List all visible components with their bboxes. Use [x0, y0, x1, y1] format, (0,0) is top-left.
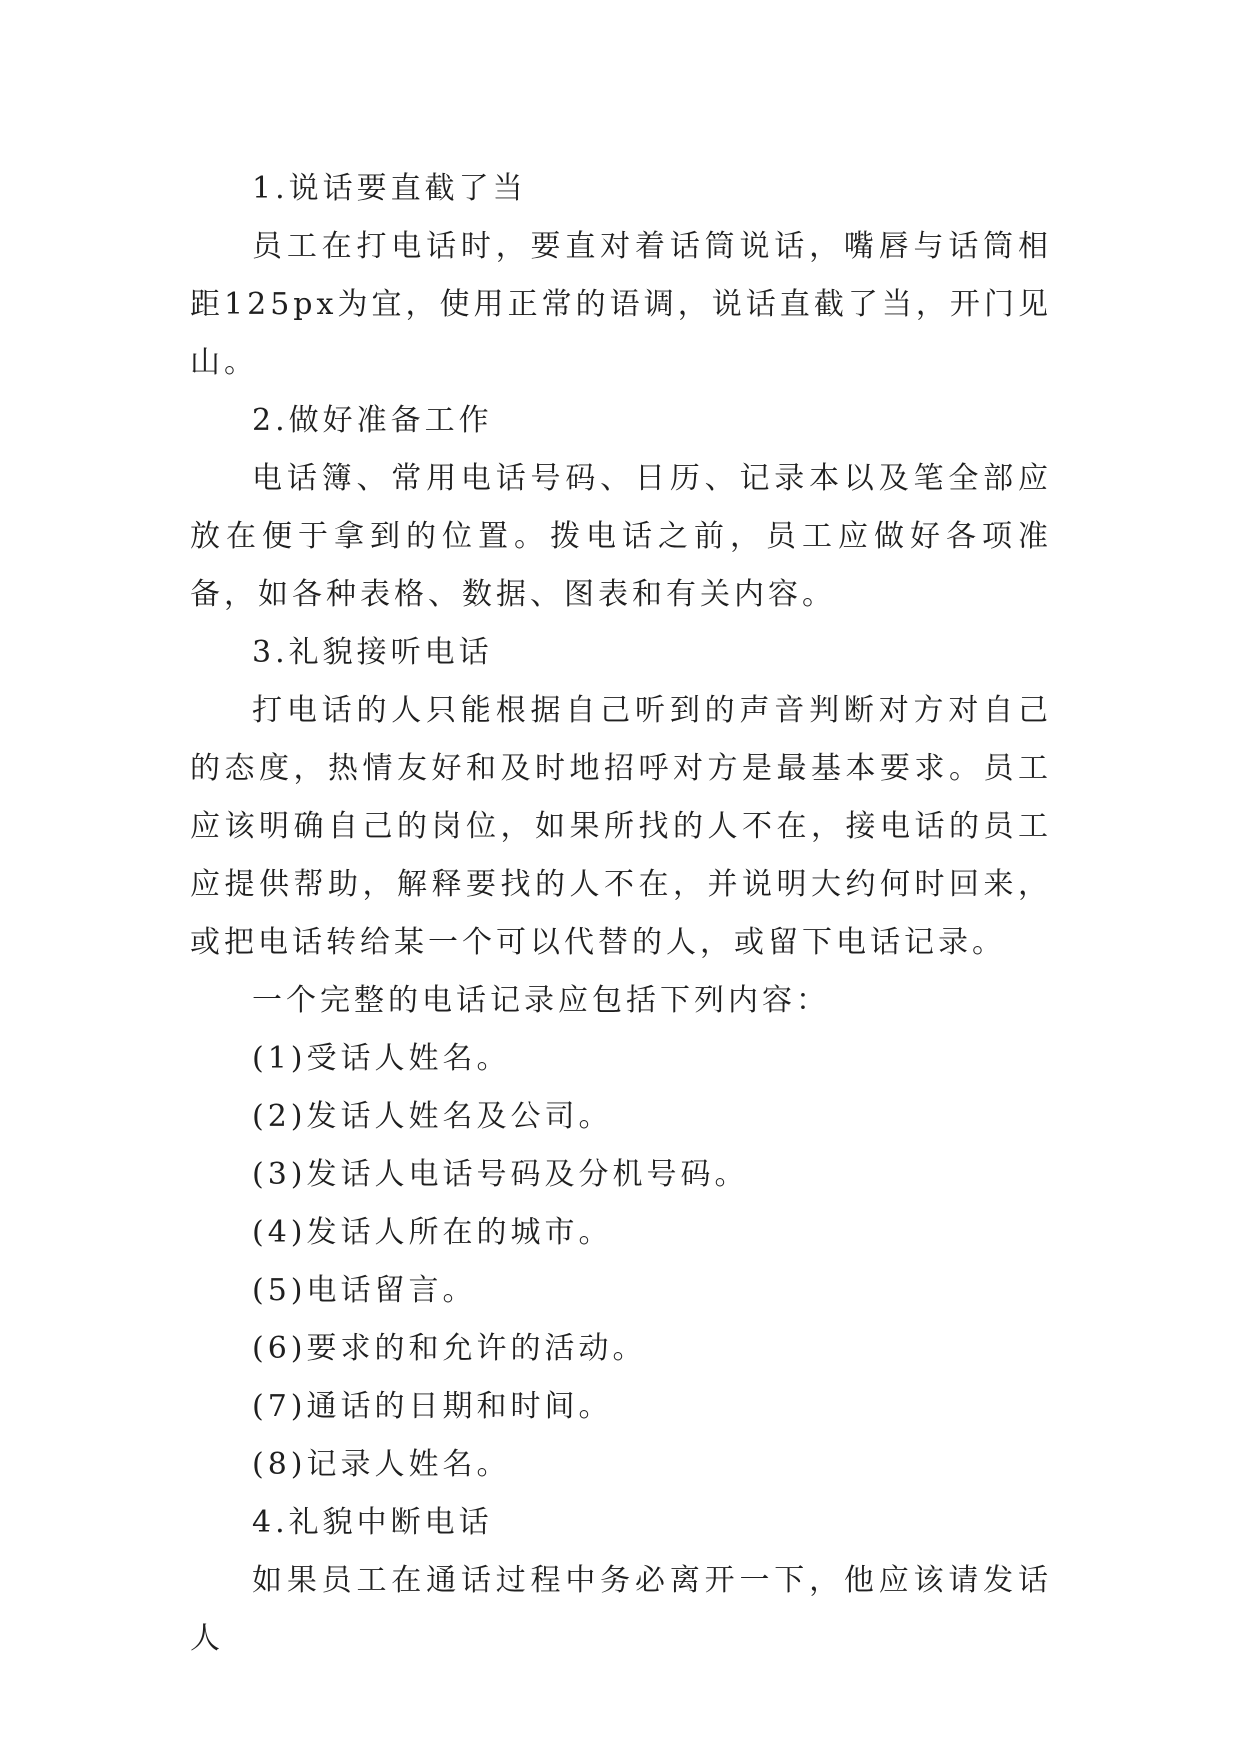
list-item: (7)通话的日期和时间。 [252, 1389, 613, 1424]
paragraph-speak-directly: 员工在打电话时，要直对着话筒说话，嘴唇与话筒相距125px为宜，使用正常的语调，说话直截了当，开门见山。 [190, 229, 1052, 380]
list-item: (5)电话留言。 [252, 1273, 477, 1308]
paragraph-answer-politely: 打电话的人只能根据自己听到的声音判断对方对自己的态度，热情友好和及时地招呼对方是最基本要求。员工应该明确自己的岗位，如果所找的人不在，接电话的员工应提供帮助，解释要找的人不在，并说明大约何时回来，或把电话转给某一个可以代替的人，或留下电话记录。 [190, 693, 1052, 960]
list-item: (2)发话人姓名及公司。 [252, 1099, 613, 1134]
list-item: (3)发话人电话号码及分机号码。 [252, 1157, 749, 1192]
section-heading-4: 4.礼貌中断电话 [252, 1505, 493, 1540]
document-body [190, 160, 1052, 1668]
list-item: (8)记录人姓名。 [252, 1447, 511, 1482]
section-heading-3: 3.礼貌接听电话 [252, 635, 493, 670]
list-item: (6)要求的和允许的活动。 [252, 1331, 647, 1366]
paragraph-record-intro: 一个完整的电话记录应包括下列内容： [252, 983, 830, 1018]
section-heading-1: 1.说话要直截了当 [252, 171, 527, 206]
paragraph-interrupt-call: 如果员工在通话过程中务必离开一下，他应该请发话人 [190, 1563, 1052, 1656]
section-heading-2: 2.做好准备工作 [252, 403, 493, 438]
list-item: (1)受话人姓名。 [252, 1041, 511, 1076]
list-item: (4)发话人所在的城市。 [252, 1215, 613, 1250]
paragraph-preparation: 电话簿、常用电话号码、日历、记录本以及笔全部应放在便于拿到的位置。拨电话之前，员工应做好各项准备，如各种表格、数据、图表和有关内容。 [190, 461, 1052, 612]
